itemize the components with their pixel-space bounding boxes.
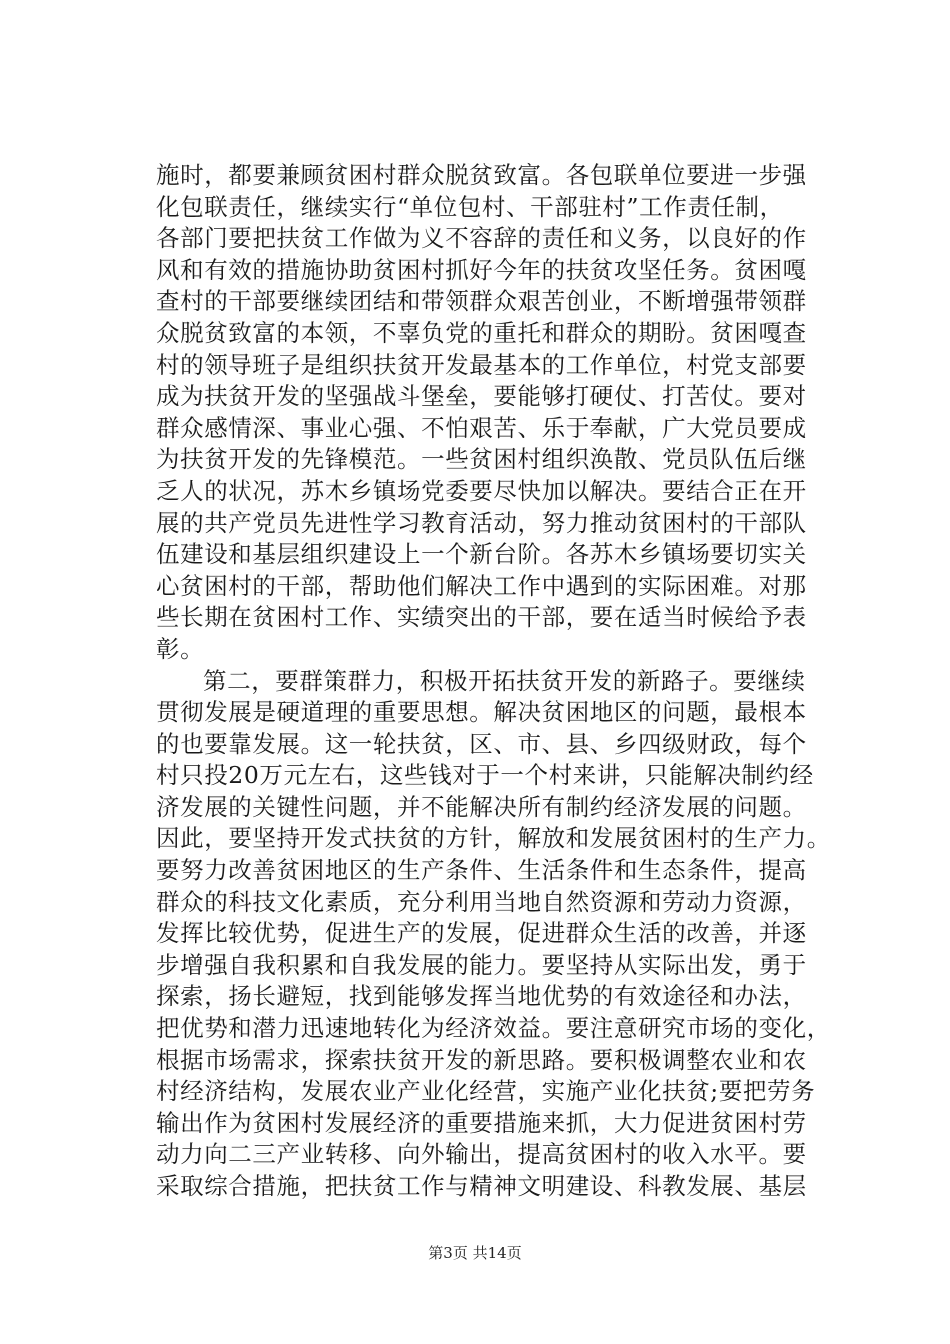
text-line: 根据市场需求，探索扶贫开发的新思路。要积极调整农业和农	[156, 1045, 807, 1074]
text-line: 采取综合措施，把扶贫工作与精神文明建设、科教发展、基层	[156, 1172, 807, 1200]
text-line: 乏人的状况，苏木乡镇场党委要尽快加以解决。要结合正在开	[156, 476, 807, 505]
text-line: 化包联责任，继续实行“单位包村、干部驻村”工作责任制，	[156, 192, 784, 221]
text-line: 村的领导班子是组织扶贫开发最基本的工作单位，村党支部要	[156, 350, 807, 379]
page-number-footer: 第3页 共14页	[428, 1244, 522, 1262]
text-line: 群众的科技文化素质，充分利用当地自然资源和劳动力资源，	[156, 887, 807, 916]
document-body	[156, 160, 846, 1203]
text-line: 查村的干部要继续团结和带领群众艰苦创业，不断增强带领群	[156, 287, 807, 316]
text-line: 众脱贫致富的本领，不辜负党的重托和群众的期盼。贫困嘎查	[156, 318, 807, 347]
paragraph-first-line: 第二，要群策群力，积极开拓扶贫开发的新路子。要继续	[203, 666, 806, 695]
text-line: 因此，要坚持开发式扶贫的方针，解放和发展贫困村的生产力。	[156, 824, 831, 853]
text-line: 展的共产党员先进性学习教育活动，努力推动贫困村的干部队	[156, 508, 807, 537]
text-line: 心贫困村的干部，帮助他们解决工作中遇到的实际困难。对那	[156, 571, 807, 600]
text-line: 各部门要把扶贫工作做为义不容辞的责任和义务，以良好的作	[156, 224, 807, 253]
text-line: 发挥比较优势，促进生产的发展，促进群众生活的改善，并逐	[156, 919, 807, 948]
text-line: 风和有效的措施协助贫困村抓好今年的扶贫攻坚任务。贫困嘎	[156, 255, 807, 284]
text-line: 要努力改善贫困地区的生产条件、生活条件和生态条件，提高	[156, 856, 807, 885]
text-line: 村经济结构，发展农业产业化经营，实施产业化扶贫;要把劳务	[156, 1077, 816, 1106]
text-line: 村只投20万元左右，这些钱对于一个村来讲，只能解决制约经	[156, 761, 814, 790]
text-line: 施时，都要兼顾贫困村群众脱贫致富。各包联单位要进一步强	[156, 161, 807, 189]
text-line: 探索，扬长避短，找到能够发挥当地优势的有效途径和办法，	[156, 982, 807, 1011]
text-line: 伍建设和基层组织建设上一个新台阶。各苏木乡镇场要切实关	[156, 540, 807, 569]
text-line: 群众感情深、事业心强、不怕艰苦、乐于奉献，广大党员要成	[156, 413, 807, 442]
text-line: 步增强自我积累和自我发展的能力。要坚持从实际出发，勇于	[156, 950, 807, 979]
text-line: 彰。	[156, 634, 205, 663]
text-line: 为扶贫开发的先锋模范。一些贫困村组织涣散、党员队伍后继	[156, 445, 807, 474]
text-line: 成为扶贫开发的坚强战斗堡垒，要能够打硬仗、打苦仗。要对	[156, 382, 807, 411]
text-line: 济发展的关键性问题，并不能解决所有制约经济发展的问题。	[156, 792, 807, 821]
text-line: 动力向二三产业转移、向外输出，提高贫困村的收入水平。要	[156, 1140, 807, 1169]
text-line: 输出作为贫困村发展经济的重要措施来抓，大力促进贫困村劳	[156, 1108, 807, 1137]
text-line: 些长期在贫困村工作、实绩突出的干部，要在适当时候给予表	[156, 603, 807, 632]
text-line: 贯彻发展是硬道理的重要思想。解决贫困地区的问题，最根本	[156, 698, 807, 727]
text-line: 的也要靠发展。这一轮扶贫，区、市、县、乡四级财政，每个	[156, 729, 807, 758]
text-line: 把优势和潜力迅速地转化为经济效益。要注意研究市场的变化，	[156, 1014, 831, 1043]
